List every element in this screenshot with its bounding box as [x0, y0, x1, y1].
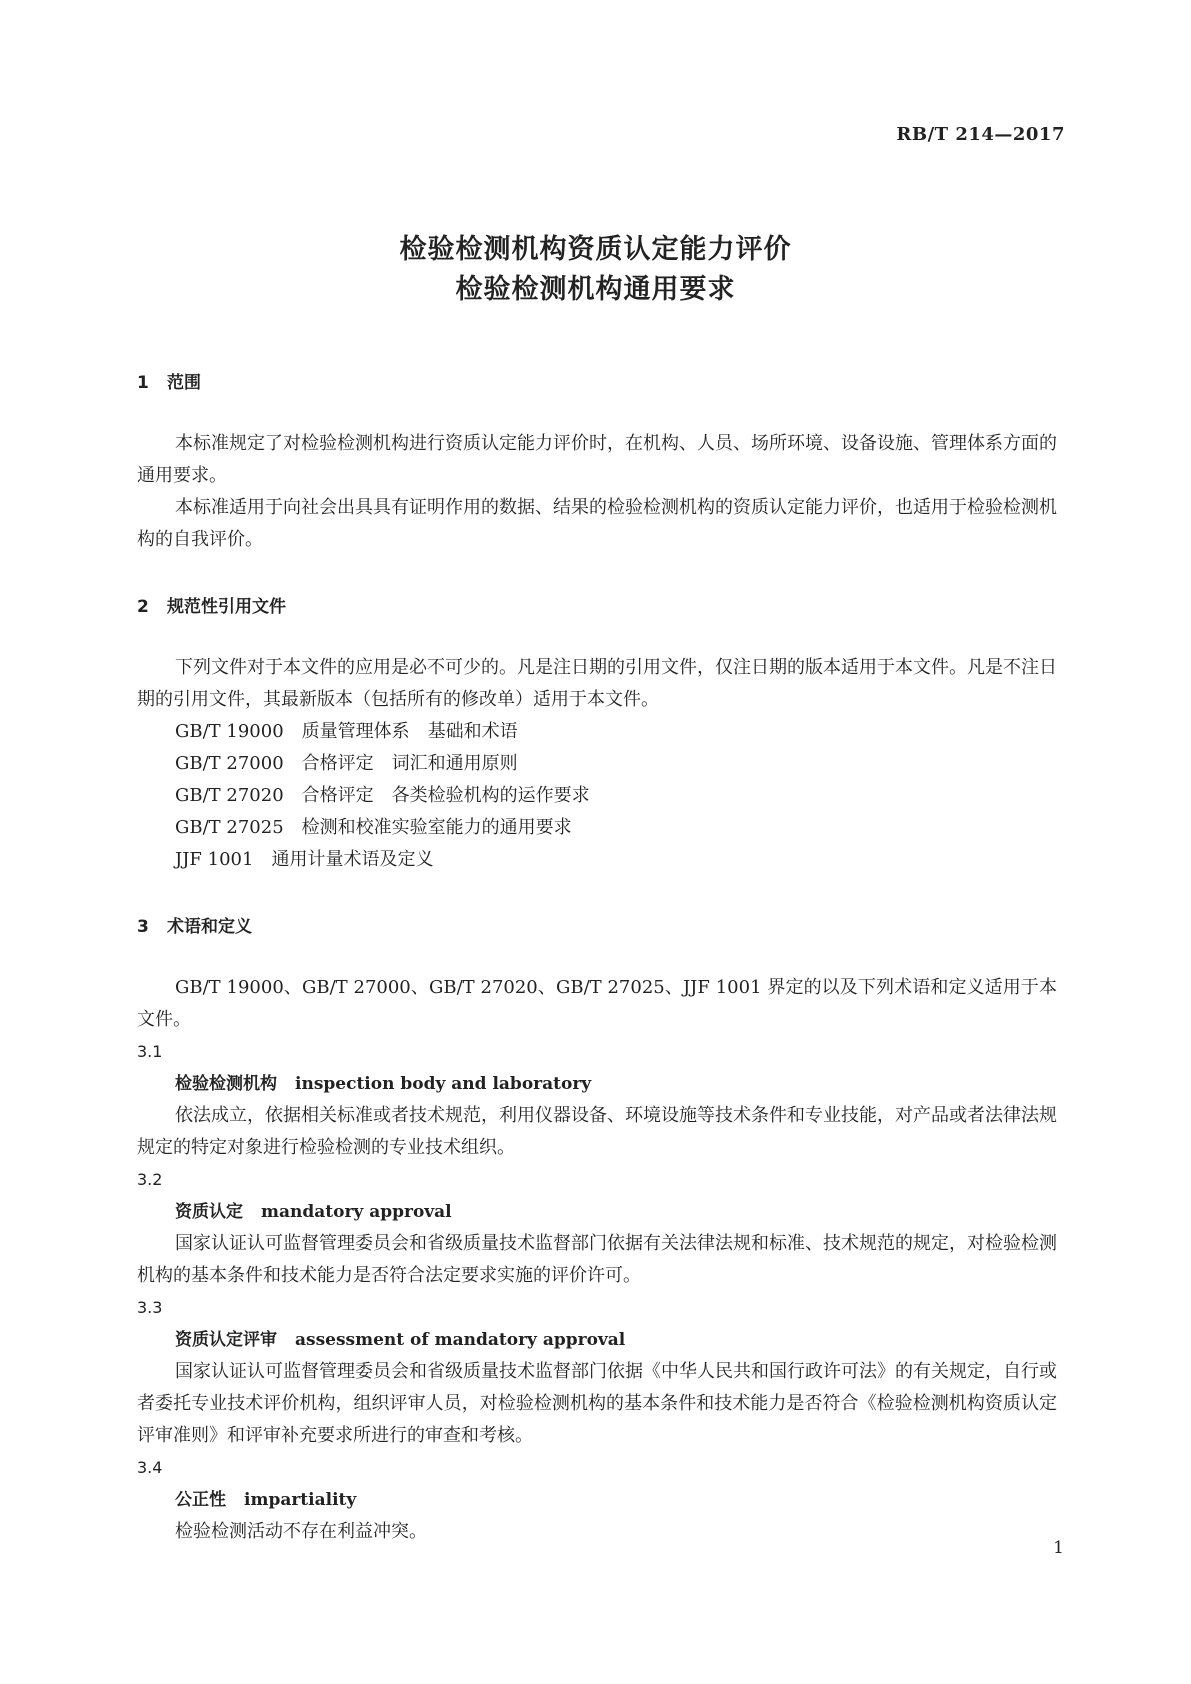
- term-chinese: 公正性: [175, 1490, 226, 1510]
- title-line-2: 检验检测机构通用要求: [455, 274, 736, 305]
- standard-code: RB/T 214—2017: [896, 124, 1065, 145]
- paragraph: 本标准规定了对检验检测机构进行资质认定能力评价时，在机构、人员、场所环境、设备设施、管理体系方面的通用要求。: [137, 433, 1057, 486]
- reference-code: GB/T 27025: [175, 817, 284, 838]
- reference-title: 合格评定 词汇和通用原则: [301, 753, 518, 774]
- section-number: 3: [137, 917, 149, 937]
- term-chinese: 检验检测机构: [175, 1074, 277, 1094]
- term-title: [137, 1068, 1057, 1100]
- term-chinese: 资质认定评审: [175, 1330, 277, 1350]
- term-definition: 国家认证认可监督管理委员会和省级质量技术监督部门依据《中华人民共和国行政许可法》的有关规定，自行或者委托专业技术评价机构，组织评审人员，对检验检测机构的基本条件和技术能力是否符合《检验检测机构资质认定评审准则》和评审补充要求所进行的审查和考核。: [137, 1361, 1057, 1446]
- reference-title: 质量管理体系 基础和术语: [301, 721, 518, 742]
- reference-code: GB/T 19000: [175, 721, 284, 742]
- section-title: 术语和定义: [167, 917, 252, 937]
- reference-code: GB/T 27020: [175, 785, 284, 806]
- section-heading-terms-definitions: [137, 912, 1057, 942]
- term-english: assessment of mandatory approval: [295, 1330, 626, 1350]
- reference-item: [137, 844, 1057, 876]
- section-heading-scope: [137, 368, 1057, 398]
- term-number: 3.3: [137, 1298, 163, 1317]
- reference-item: [137, 716, 1057, 748]
- term-number: 3.2: [137, 1170, 163, 1189]
- term-number: 3.1: [137, 1042, 163, 1061]
- paragraph: 下列文件对于本文件的应用是必不可少的。凡是注日期的引用文件，仅注日期的版本适用于本文件。凡是不注日期的引用文件，其最新版本（包括所有的修改单）适用于本文件。: [137, 657, 1057, 710]
- term-english: inspection body and laboratory: [295, 1074, 592, 1094]
- reference-code: JJF 1001: [175, 849, 254, 870]
- title-line-1: 检验检测机构资质认定能力评价: [399, 234, 792, 265]
- term-definition: 国家认证认可监督管理委员会和省级质量技术监督部门依据有关法律法规和标准、技术规范的规定，对检验检测机构的基本条件和技术能力是否符合法定要求实施的评价许可。: [137, 1233, 1057, 1286]
- term-chinese: 资质认定: [175, 1202, 243, 1222]
- reference-title: 合格评定 各类检验机构的运作要求: [301, 785, 590, 806]
- reference-code: GB/T 27000: [175, 753, 284, 774]
- term-english: impartiality: [244, 1490, 357, 1510]
- reference-item: [137, 748, 1057, 780]
- document-body: [137, 368, 1057, 1548]
- section-heading-normative-references: [137, 592, 1057, 622]
- paragraph: 本标准适用于向社会出具具有证明作用的数据、结果的检验检测机构的资质认定能力评价，也适用于检验检测机构的自我评价。: [137, 497, 1057, 550]
- reference-title: 检测和校准实验室能力的通用要求: [301, 817, 572, 838]
- reference-title: 通用计量术语及定义: [271, 849, 434, 870]
- term-number: 3.4: [137, 1458, 163, 1477]
- section-number: 2: [137, 597, 149, 617]
- paragraph: GB/T 19000、GB/T 27000、GB/T 27020、GB/T 27025、JJF 1001 界定的以及下列术语和定义适用于本文件。: [137, 977, 1057, 1030]
- term-title: [137, 1324, 1057, 1356]
- document-title: [0, 230, 1191, 310]
- term-title: [137, 1196, 1057, 1228]
- term-title: [137, 1484, 1057, 1516]
- section-number: 1: [137, 373, 149, 393]
- term-definition: 检验检测活动不存在利益冲突。: [175, 1521, 427, 1542]
- reference-item: [137, 780, 1057, 812]
- reference-item: [137, 812, 1057, 844]
- term-english: mandatory approval: [261, 1202, 452, 1222]
- page-number: 1: [1053, 1538, 1064, 1558]
- section-title: 范围: [167, 373, 201, 393]
- section-title: 规范性引用文件: [167, 597, 286, 617]
- term-definition: 依法成立，依据相关标准或者技术规范，利用仪器设备、环境设施等技术条件和专业技能，对产品或者法律法规规定的特定对象进行检验检测的专业技术组织。: [137, 1105, 1057, 1158]
